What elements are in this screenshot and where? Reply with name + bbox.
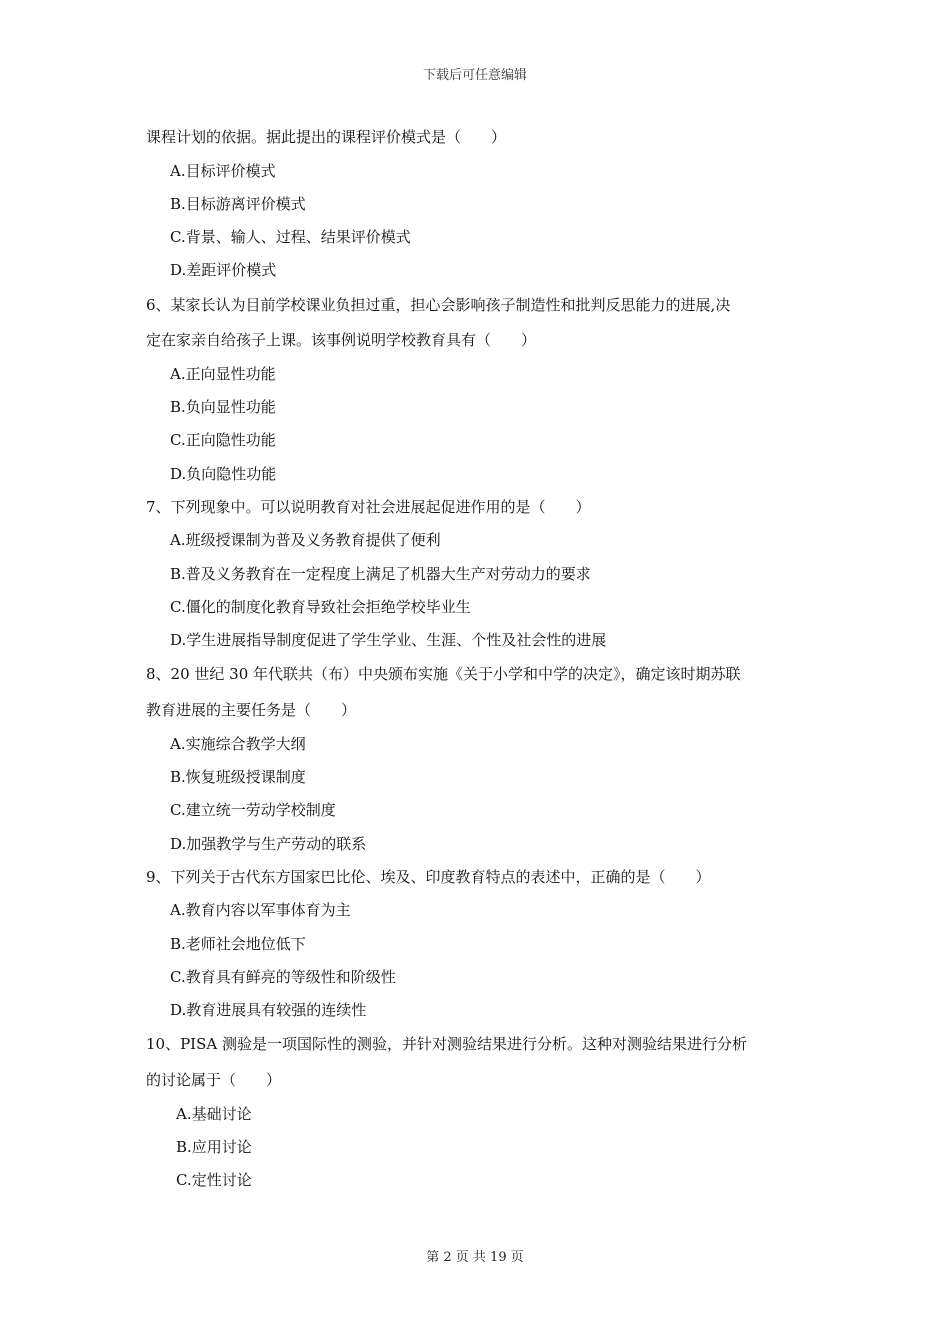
option-b: B.老师社会地位低下 bbox=[170, 935, 306, 953]
option-c: C.僵化的制度化教育导致社会拒绝学校毕业生 bbox=[170, 598, 471, 616]
option-a: A.实施综合教学大纲 bbox=[170, 735, 306, 753]
option-b: B.普及义务教育在一定程度上满足了机器大生产对劳动力的要求 bbox=[170, 565, 591, 583]
option-a: A.班级授课制为普及义务教育提供了便利 bbox=[170, 531, 441, 549]
page-header: 下载后可任意编辑 bbox=[422, 68, 527, 83]
option-b: B.应用讨论 bbox=[176, 1138, 252, 1156]
question-text: 课程计划的依据。据此提出的课程评价模式是（ ） bbox=[146, 128, 507, 146]
question-8-cont: 教育进展的主要任务是（ ） bbox=[146, 701, 357, 719]
question-9: 9、下列关于古代东方国家巴比伦、埃及、印度教育特点的表述中，正确的是（ ） bbox=[146, 868, 711, 886]
option-d: D.负向隐性功能 bbox=[170, 465, 277, 483]
option-b: B.恢复班级授课制度 bbox=[170, 768, 306, 786]
question-7: 7、下列现象中。可以说明教育对社会进展起促进作用的是（ ） bbox=[146, 498, 591, 516]
option-b: B.目标游离评价模式 bbox=[170, 195, 306, 213]
option-c: C.定性讨论 bbox=[176, 1171, 252, 1189]
option-a: A.目标评价模式 bbox=[170, 162, 276, 180]
question-10-cont: 的讨论属于（ ） bbox=[146, 1071, 282, 1089]
question-8: 8、20 世纪 30 年代联共（布）中央颁布实施《关于小学和中学的决定》，确定该时期苏联 bbox=[146, 665, 741, 683]
question-6-cont: 定在家亲自给孩子上课。该事例说明学校教育具有（ ） bbox=[146, 331, 537, 349]
option-c: C.教育具有鲜亮的等级性和阶级性 bbox=[170, 968, 396, 986]
option-b: B.负向显性功能 bbox=[170, 398, 276, 416]
option-a: A.基础讨论 bbox=[176, 1105, 252, 1123]
option-d: D.教育进展具有较强的连续性 bbox=[170, 1001, 367, 1019]
option-d: D.学生进展指导制度促进了学生学业、生涯、个性及社会性的进展 bbox=[170, 631, 607, 649]
question-10: 10、PISA 测验是一项国际性的测验，并针对测验结果进行分析。这种对测验结果进行分析 bbox=[146, 1035, 747, 1053]
option-d: D.加强教学与生产劳动的联系 bbox=[170, 835, 367, 853]
option-c: C.正向隐性功能 bbox=[170, 431, 276, 449]
option-c: C.背景、输人、过程、结果评价模式 bbox=[170, 228, 411, 246]
option-d: D.差距评价模式 bbox=[170, 261, 277, 279]
option-c: C.建立统一劳动学校制度 bbox=[170, 801, 336, 819]
option-a: A.正向显性功能 bbox=[170, 365, 276, 383]
option-a: A.教育内容以军事体育为主 bbox=[170, 901, 351, 919]
question-6: 6、某家长认为目前学校课业负担过重，担心会影响孩子制造性和批判反思能力的进展,决 bbox=[146, 296, 731, 314]
page-number: 第 2 页 共 19 页 bbox=[426, 1250, 524, 1265]
